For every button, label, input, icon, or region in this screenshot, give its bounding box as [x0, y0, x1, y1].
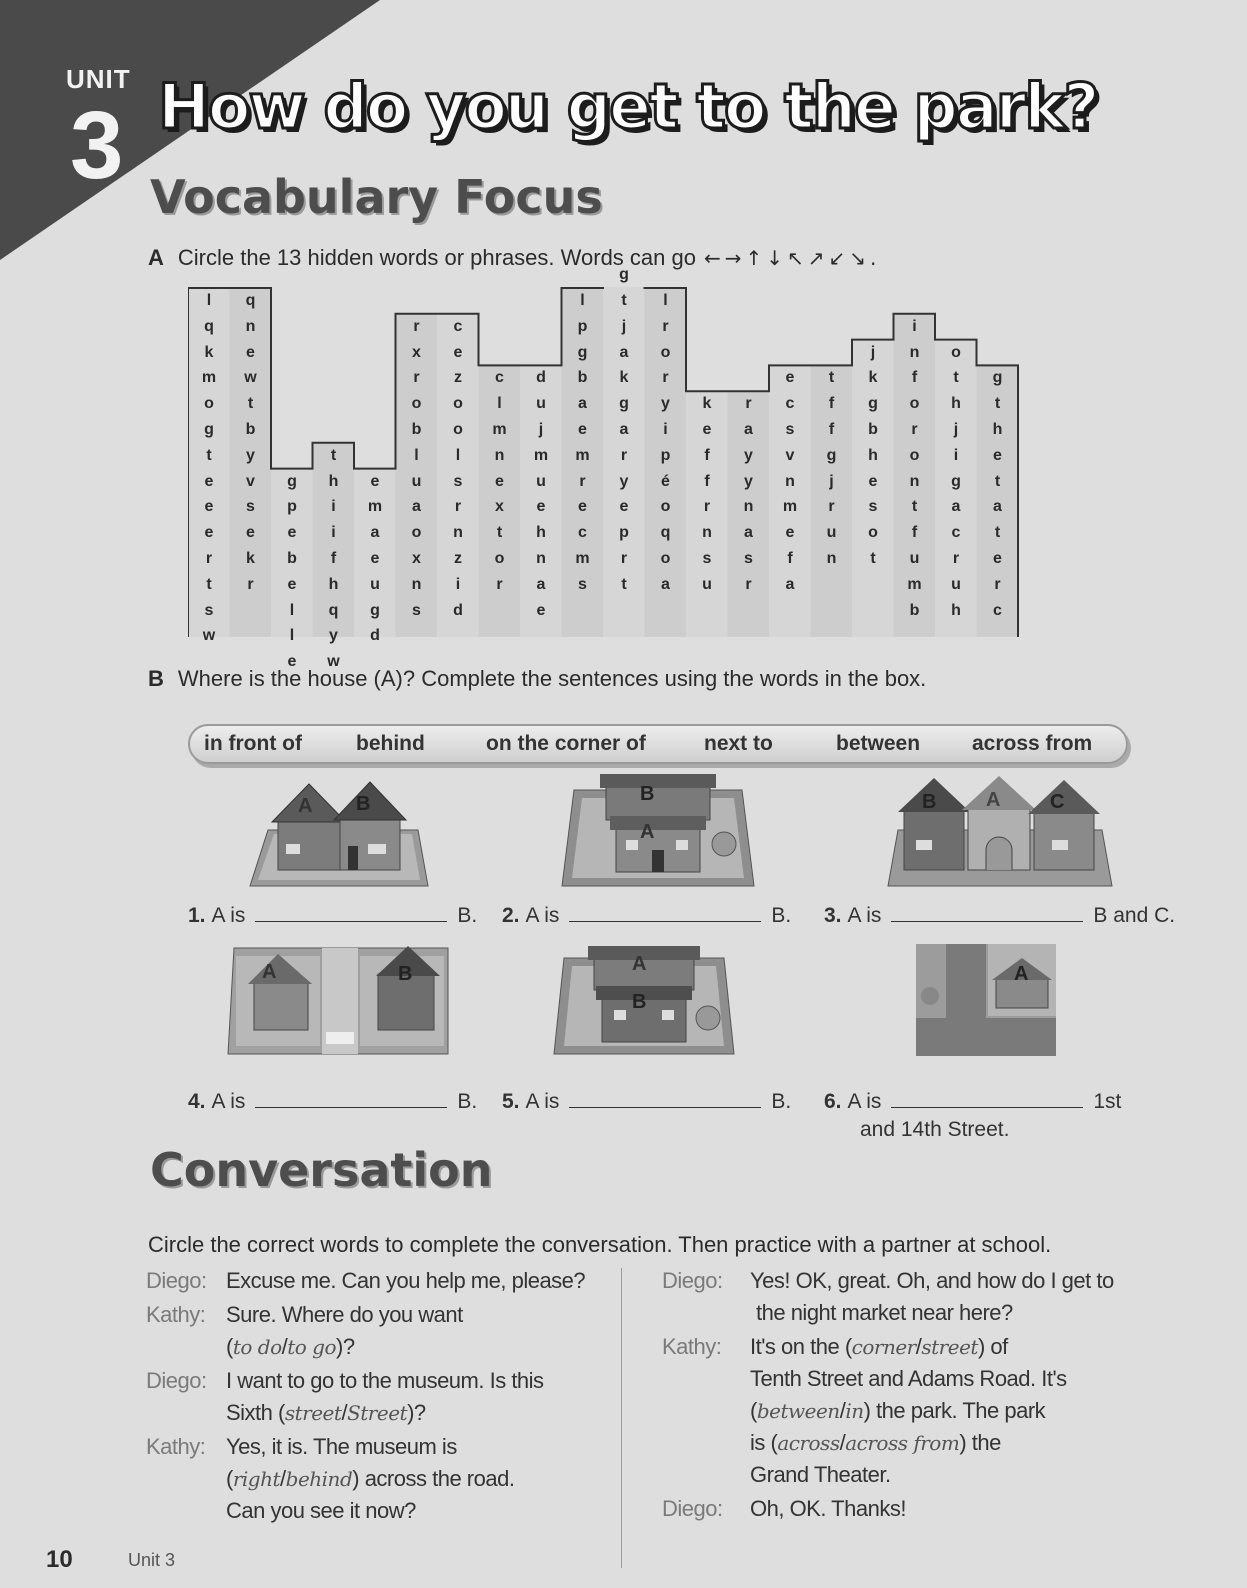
dialogue-line: Yes, it is. The museum is: [226, 1434, 457, 1459]
part-a-text: Circle the 13 hidden words or phrases. Words can go: [177, 245, 696, 270]
direction-arrows: ←→↑↓↖↗↙↘.: [703, 246, 881, 270]
grid-letter[interactable]: g: [619, 395, 629, 413]
grid-letter[interactable]: o: [868, 524, 878, 542]
house-label-b: B: [632, 991, 647, 1013]
house-picture-1: [248, 770, 430, 888]
grid-letter[interactable]: e: [702, 421, 712, 438]
grid-letter[interactable]: m: [907, 575, 922, 593]
grid-letter[interactable]: s: [204, 601, 214, 619]
grid-letter[interactable]: z: [454, 369, 462, 387]
part-b-letter: B: [148, 666, 164, 691]
grid-letter[interactable]: e: [370, 550, 380, 567]
grid-letter[interactable]: u: [536, 395, 546, 413]
speaker-name: Diego:: [662, 1268, 723, 1293]
grid-letter[interactable]: t: [206, 575, 212, 593]
grid-letter[interactable]: p: [577, 317, 588, 335]
grid-letter[interactable]: n: [411, 575, 422, 593]
grid-letter[interactable]: i: [663, 421, 668, 438]
choice-option[interactable]: between: [756, 1399, 840, 1423]
choice-option[interactable]: corner: [851, 1335, 916, 1359]
grid-letter[interactable]: n: [826, 550, 837, 567]
grid-letter[interactable]: i: [331, 524, 336, 542]
grid-letter[interactable]: t: [496, 524, 503, 542]
grid-letter[interactable]: n: [245, 317, 256, 335]
exercise-item-6-continued: and 14th Street.: [860, 1118, 1010, 1141]
word-box-item: next to: [704, 732, 773, 755]
grid-letter[interactable]: r: [745, 395, 752, 413]
grid-letter[interactable]: j: [953, 421, 959, 438]
grid-letter[interactable]: a: [661, 575, 670, 593]
grid-letter[interactable]: n: [909, 472, 920, 490]
grid-letter[interactable]: o: [951, 343, 961, 361]
grid-letter[interactable]: t: [994, 395, 1001, 413]
grid-letter[interactable]: x: [412, 550, 421, 567]
grid-letter[interactable]: b: [909, 601, 920, 619]
dialogue-line: Excuse me. Can you help me, please?: [226, 1268, 586, 1293]
grid-letter[interactable]: w: [202, 627, 216, 645]
grid-letter[interactable]: h: [328, 472, 339, 490]
grid-letter[interactable]: r: [828, 498, 835, 516]
grid-letter[interactable]: g: [951, 472, 961, 490]
grid-letter[interactable]: e: [785, 369, 795, 387]
exercise-item-2: 2. A is B.: [502, 904, 792, 927]
grid-letter[interactable]: e: [287, 653, 297, 671]
grid-letter[interactable]: d: [536, 369, 546, 387]
grid-letter[interactable]: g: [992, 369, 1003, 387]
part-b-text: Where is the house (A)? Complete the sentences using the words in the box.: [177, 666, 927, 691]
grid-letter[interactable]: l: [663, 292, 668, 309]
grid-letter[interactable]: u: [951, 575, 961, 593]
choice-option[interactable]: across: [777, 1431, 840, 1455]
grid-letter[interactable]: c: [453, 317, 463, 335]
grid-letter[interactable]: x: [495, 498, 504, 516]
grid-letter[interactable]: e: [578, 498, 587, 516]
house-label-a: A: [632, 953, 647, 975]
grid-letter[interactable]: l: [206, 292, 212, 309]
speaker-name: Diego:: [662, 1496, 723, 1521]
grid-letter[interactable]: h: [951, 395, 961, 413]
grid-letter[interactable]: e: [578, 421, 587, 438]
grid-letter[interactable]: é: [661, 472, 670, 490]
grid-letter[interactable]: r: [994, 575, 1001, 593]
exercise-item-3: 3. A is B and C.: [824, 904, 1176, 927]
grid-letter[interactable]: f: [828, 421, 835, 438]
grid-letter[interactable]: r: [205, 550, 213, 567]
grid-letter[interactable]: n: [494, 446, 505, 464]
grid-letter[interactable]: b: [868, 421, 878, 438]
grid-letter[interactable]: j: [538, 421, 544, 438]
part-a-instruction: [148, 245, 880, 271]
grid-letter[interactable]: a: [412, 498, 421, 516]
house-label-c: C: [1050, 791, 1065, 813]
grid-letter[interactable]: b: [245, 421, 256, 438]
exercise-item-1: 1. A is B.: [188, 904, 478, 927]
grid-letter[interactable]: l: [580, 292, 585, 309]
grid-letter[interactable]: e: [204, 472, 214, 490]
grid-letter[interactable]: e: [287, 524, 297, 542]
house-picture-4: [226, 944, 452, 1056]
grid-letter[interactable]: p: [619, 524, 629, 542]
speaker-name: Diego:: [146, 1368, 207, 1393]
grid-letter[interactable]: a: [370, 524, 380, 542]
house-label-b: B: [640, 783, 655, 805]
grid-letter[interactable]: u: [909, 550, 920, 567]
grid-letter[interactable]: r: [454, 498, 462, 516]
grid-letter[interactable]: e: [785, 524, 795, 542]
grid-letter[interactable]: k: [204, 343, 214, 361]
unit-label: UNIT: [66, 64, 131, 94]
grid-letter[interactable]: u: [370, 575, 380, 593]
grid-letter[interactable]: h: [536, 524, 546, 542]
grid-letter[interactable]: i: [331, 498, 336, 516]
grid-letter[interactable]: f: [911, 524, 918, 542]
grid-letter[interactable]: x: [412, 343, 421, 361]
grid-letter[interactable]: o: [411, 395, 422, 413]
grid-letter[interactable]: k: [702, 395, 712, 413]
grid-letter[interactable]: e: [868, 472, 878, 490]
dialogue-choice-line: is (across/across from) the: [750, 1430, 1001, 1455]
grid-letter[interactable]: m: [492, 421, 507, 438]
exercise-item-4: 4. A is B.: [188, 1090, 478, 1113]
dialogue-line: Oh, OK. Thanks!: [750, 1496, 906, 1521]
part-b-instruction: [148, 666, 926, 692]
answer-blank[interactable]: [569, 904, 761, 922]
grid-letter[interactable]: v: [785, 446, 795, 464]
grid-letter[interactable]: n: [909, 343, 920, 361]
grid-letter[interactable]: b: [577, 369, 588, 387]
grid-letter[interactable]: r: [745, 575, 752, 593]
grid-letter[interactable]: e: [370, 472, 380, 490]
grid-letter[interactable]: g: [287, 472, 297, 490]
choice-option[interactable]: to do: [232, 1335, 282, 1359]
grid-letter[interactable]: b: [287, 550, 297, 567]
grid-letter[interactable]: t: [206, 446, 212, 464]
grid-letter[interactable]: a: [619, 421, 629, 438]
grid-letter[interactable]: t: [621, 575, 627, 593]
grid-letter[interactable]: r: [579, 472, 586, 490]
dialogue-line: Yes! OK, great. Oh, and how do I get to: [750, 1268, 1114, 1293]
grid-letter[interactable]: y: [619, 472, 629, 490]
choice-option[interactable]: across from: [845, 1431, 960, 1455]
grid-letter[interactable]: t: [247, 395, 254, 413]
grid-letter[interactable]: v: [246, 472, 255, 490]
grid-letter[interactable]: o: [204, 395, 214, 413]
dialogue-choice-line: (between/in) the park. The park: [750, 1398, 1046, 1423]
grid-letter[interactable]: g: [619, 266, 629, 284]
grid-letter[interactable]: u: [702, 575, 712, 593]
grid-letter[interactable]: r: [413, 317, 420, 335]
grid-letter[interactable]: u: [536, 472, 546, 490]
grid-letter[interactable]: e: [536, 498, 546, 516]
grid-letter[interactable]: m: [533, 446, 549, 464]
grid-letter[interactable]: i: [912, 317, 917, 335]
grid-letter[interactable]: g: [826, 446, 837, 464]
grid-letter[interactable]: o: [411, 524, 422, 542]
grid-letter[interactable]: m: [201, 369, 217, 387]
dialogue-choice-line: It's on the (corner/street) of: [750, 1334, 1008, 1359]
grid-letter[interactable]: e: [204, 498, 214, 516]
grid-letter[interactable]: h: [992, 421, 1003, 438]
grid-letter[interactable]: e: [993, 550, 1002, 567]
grid-letter[interactable]: a: [744, 421, 753, 438]
exercise-item-6: 6. A is 1st: [824, 1090, 1122, 1113]
grid-letter[interactable]: e: [204, 524, 214, 542]
word-box-item: across from: [972, 732, 1093, 755]
grid-letter[interactable]: j: [829, 472, 834, 490]
grid-letter[interactable]: i: [953, 446, 959, 464]
grid-letter[interactable]: o: [660, 343, 671, 361]
grid-letter[interactable]: f: [704, 446, 710, 464]
grid-letter[interactable]: j: [870, 343, 876, 361]
grid-letter[interactable]: c: [495, 369, 504, 387]
word-search-grid[interactable]: [188, 266, 1021, 671]
speaker-name: Kathy:: [146, 1434, 206, 1459]
grid-letter[interactable]: h: [328, 575, 339, 593]
grid-letter[interactable]: u: [411, 472, 422, 490]
grid-letter[interactable]: o: [909, 395, 920, 413]
grid-letter[interactable]: n: [536, 550, 546, 567]
grid-letter[interactable]: m: [367, 498, 383, 516]
grid-letter[interactable]: r: [496, 575, 503, 593]
grid-letter[interactable]: a: [578, 395, 587, 413]
house-label-a: A: [640, 821, 655, 843]
grid-letter[interactable]: l: [497, 395, 502, 413]
speaker-name: Kathy:: [662, 1334, 722, 1359]
grid-letter[interactable]: m: [782, 498, 798, 516]
grid-letter[interactable]: c: [951, 524, 961, 542]
grid-letter[interactable]: t: [621, 292, 627, 309]
house-picture-2: [560, 770, 756, 888]
grid-letter[interactable]: n: [785, 472, 795, 490]
dialogue-line: Tenth Street and Adams Road. It's: [750, 1366, 1067, 1391]
footer-unit: Unit 3: [128, 1550, 176, 1570]
grid-letter[interactable]: g: [577, 343, 588, 361]
grid-letter[interactable]: r: [703, 498, 711, 516]
grid-letter[interactable]: s: [702, 550, 712, 567]
grid-letter[interactable]: y: [661, 395, 670, 413]
grid-letter[interactable]: k: [619, 369, 629, 387]
grid-letter[interactable]: p: [287, 498, 297, 516]
grid-letter[interactable]: r: [662, 369, 669, 387]
grid-letter[interactable]: e: [993, 446, 1002, 464]
grid-letter[interactable]: s: [412, 601, 421, 619]
grid-letter[interactable]: n: [743, 498, 754, 516]
grid-letter[interactable]: l: [289, 627, 295, 645]
grid-letter[interactable]: a: [619, 343, 629, 361]
grid-letter[interactable]: r: [247, 575, 254, 593]
house-label-a: A: [986, 789, 1001, 811]
grid-letter[interactable]: l: [289, 601, 295, 619]
house-label-a: A: [1014, 963, 1029, 985]
grid-letter[interactable]: p: [660, 446, 671, 464]
grid-letter[interactable]: t: [330, 446, 337, 464]
grid-letter[interactable]: s: [744, 550, 753, 567]
grid-letter[interactable]: f: [704, 472, 710, 490]
grid-letter[interactable]: e: [287, 575, 297, 593]
grid-letter[interactable]: r: [620, 446, 628, 464]
grid-letter[interactable]: a: [785, 575, 795, 593]
grid-letter[interactable]: w: [327, 653, 340, 671]
choice-option[interactable]: street: [284, 1401, 342, 1425]
grid-letter[interactable]: y: [329, 627, 338, 645]
grid-letter[interactable]: l: [414, 446, 419, 464]
grid-letter[interactable]: f: [787, 550, 793, 567]
house-label-b: B: [398, 963, 413, 985]
grid-letter[interactable]: r: [620, 550, 628, 567]
grid-letter[interactable]: s: [453, 472, 463, 490]
grid-letter[interactable]: o: [494, 550, 505, 567]
choice-option[interactable]: right: [232, 1467, 281, 1491]
grid-letter[interactable]: c: [785, 395, 795, 413]
speaker-name: Kathy:: [146, 1302, 206, 1327]
page-number: 10: [46, 1546, 73, 1573]
grid-letter[interactable]: r: [952, 550, 960, 567]
dialogue-line: Can you see it now?: [226, 1498, 416, 1523]
grid-letter[interactable]: q: [660, 524, 671, 542]
grid-letter[interactable]: f: [330, 550, 337, 567]
grid-letter[interactable]: b: [411, 421, 422, 438]
grid-letter[interactable]: c: [993, 601, 1002, 619]
choice-option[interactable]: Street: [347, 1401, 408, 1425]
dialogue-choice-line: (to do/to go)?: [226, 1334, 355, 1359]
conversation-instruction: Circle the correct words to complete the conversation. Then practice with a partner at school.: [148, 1232, 1052, 1257]
answer-blank[interactable]: [255, 904, 447, 922]
dialogue-line: I want to go to the museum. Is this: [226, 1368, 544, 1393]
word-box-item: on the corner of: [486, 732, 646, 755]
grid-letter[interactable]: f: [911, 369, 918, 387]
grid-letter[interactable]: a: [993, 498, 1002, 516]
grid-letter[interactable]: e: [495, 472, 504, 490]
grid-letter[interactable]: d: [453, 601, 463, 619]
grid-letter[interactable]: w: [244, 369, 257, 387]
choice-option[interactable]: behind: [285, 1467, 353, 1491]
grid-letter[interactable]: e: [536, 601, 546, 619]
dialogue-line: Sure. Where do you want: [226, 1302, 463, 1327]
grid-letter[interactable]: s: [868, 498, 878, 516]
page-title: How do you get to the park?: [158, 70, 1098, 143]
conversation-heading: Conversation: [150, 1143, 493, 1197]
grid-letter[interactable]: t: [994, 472, 1001, 490]
grid-letter[interactable]: e: [246, 343, 255, 361]
grid-letter[interactable]: r: [662, 317, 669, 335]
house-label-a: A: [298, 795, 313, 817]
house-label-b: B: [922, 791, 937, 813]
grid-letter[interactable]: t: [828, 369, 835, 387]
grid-letter[interactable]: u: [826, 524, 837, 542]
grid-letter[interactable]: s: [578, 575, 587, 593]
grid-letter[interactable]: g: [204, 421, 214, 438]
grid-letter[interactable]: i: [455, 575, 461, 593]
grid-letter[interactable]: a: [536, 575, 546, 593]
grid-letter[interactable]: m: [575, 446, 590, 464]
dialogue-choice-line: Sixth (street/Street)?: [226, 1400, 426, 1425]
grid-letter[interactable]: o: [453, 395, 463, 413]
grid-letter[interactable]: c: [578, 524, 587, 542]
grid-letter[interactable]: t: [953, 369, 959, 387]
vocab-heading: Vocabulary Focus: [150, 170, 603, 224]
grid-letter[interactable]: e: [453, 343, 463, 361]
grid-letter[interactable]: m: [575, 550, 590, 567]
word-box-item: between: [836, 732, 921, 755]
grid-letter[interactable]: o: [660, 498, 671, 516]
grid-letter[interactable]: q: [245, 292, 256, 309]
grid-letter[interactable]: y: [246, 446, 255, 464]
choice-option[interactable]: in: [845, 1399, 864, 1423]
part-a-letter: A: [148, 245, 164, 270]
house-picture-6: [916, 944, 1056, 1056]
grid-letter[interactable]: f: [828, 395, 835, 413]
choice-option[interactable]: street: [921, 1335, 978, 1359]
grid-letter[interactable]: q: [204, 317, 214, 335]
house-label-b: B: [356, 793, 371, 815]
grid-letter[interactable]: t: [870, 550, 876, 567]
grid-letter[interactable]: a: [951, 498, 961, 516]
choice-option[interactable]: to go: [287, 1335, 337, 1359]
grid-letter[interactable]: o: [909, 446, 920, 464]
grid-letter[interactable]: e: [246, 524, 255, 542]
grid-letter[interactable]: h: [868, 446, 878, 464]
grid-letter[interactable]: e: [619, 498, 629, 516]
grid-letter[interactable]: n: [702, 524, 712, 542]
grid-letter[interactable]: h: [951, 601, 961, 619]
house-picture-3: [886, 770, 1114, 888]
grid-letter[interactable]: t: [911, 498, 918, 516]
house-picture-5: [552, 944, 736, 1056]
grid-letter[interactable]: o: [660, 550, 671, 567]
grid-letter[interactable]: q: [328, 601, 339, 619]
answer-blank[interactable]: [255, 1090, 447, 1108]
grid-letter[interactable]: s: [785, 421, 795, 438]
grid-letter[interactable]: k: [246, 550, 255, 567]
grid-letter[interactable]: a: [744, 524, 753, 542]
grid-letter[interactable]: r: [413, 369, 420, 387]
answer-blank[interactable]: [891, 904, 1083, 922]
column-divider: [621, 1268, 622, 1568]
grid-letter[interactable]: j: [621, 317, 627, 335]
dialogue-choice-line: (right/behind) across the road.: [226, 1466, 515, 1491]
exercise-item-5: 5. A is B.: [502, 1090, 792, 1113]
grid-letter[interactable]: s: [246, 498, 255, 516]
dialogue-line: the night market near here?: [756, 1300, 1013, 1325]
grid-letter[interactable]: z: [454, 550, 462, 567]
grid-letter[interactable]: l: [455, 446, 461, 464]
grid-letter[interactable]: g: [868, 395, 878, 413]
answer-blank[interactable]: [891, 1090, 1083, 1108]
word-box: [188, 724, 1128, 764]
dialogue-line: Grand Theater.: [750, 1462, 891, 1487]
unit-number: 3: [70, 92, 124, 199]
grid-letter[interactable]: g: [370, 601, 380, 619]
grid-letter[interactable]: n: [453, 524, 463, 542]
house-label-a: A: [262, 961, 277, 983]
grid-letter[interactable]: d: [370, 627, 380, 645]
speaker-name: Diego:: [146, 1268, 207, 1293]
grid-letter[interactable]: k: [868, 369, 878, 387]
grid-letter[interactable]: t: [994, 524, 1001, 542]
grid-letter[interactable]: y: [744, 472, 753, 490]
grid-letter[interactable]: y: [744, 446, 753, 464]
word-box-item: in front of: [204, 732, 302, 755]
word-box-item: behind: [356, 732, 425, 755]
grid-letter[interactable]: o: [453, 421, 463, 438]
grid-letter[interactable]: r: [911, 421, 918, 438]
answer-blank[interactable]: [569, 1090, 761, 1108]
